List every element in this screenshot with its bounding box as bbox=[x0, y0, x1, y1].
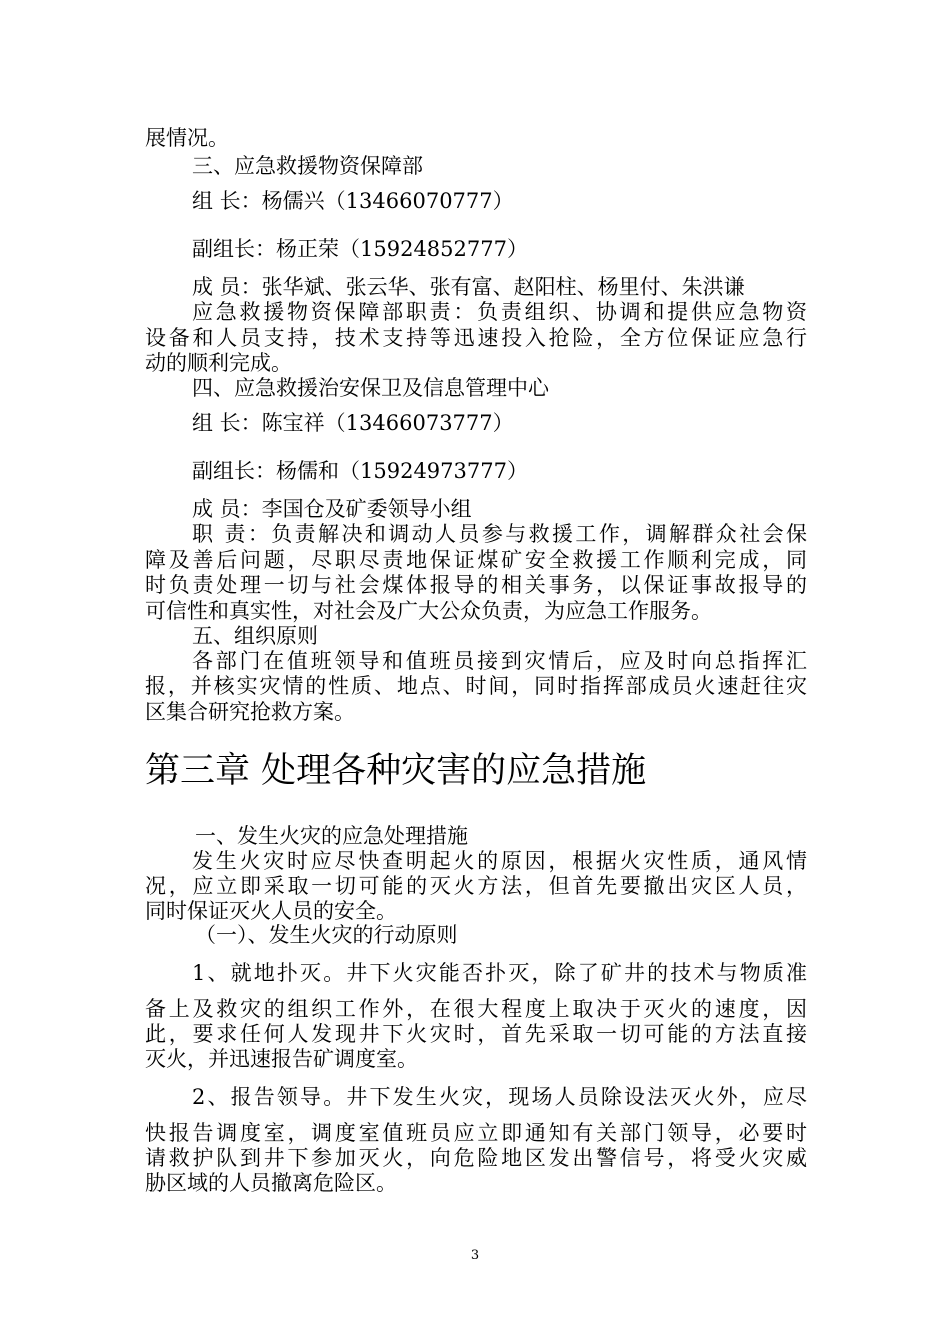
text-line: 副组长：杨儒和（15924973777） bbox=[192, 459, 528, 483]
text-line: 副组长：杨正荣（15924852777） bbox=[192, 237, 528, 261]
text-line: 组 长：陈宝祥（13466073777） bbox=[192, 411, 514, 435]
text-line: 胁区域的人员撤离危险区。 bbox=[145, 1171, 397, 1195]
text-line: 快报告调度室，调度室值班员应立即通知有关部门领导，必要时 bbox=[145, 1121, 807, 1145]
text-line: 2、报告领导。井下发生火灾，现场人员除设法灭火外，应尽 bbox=[192, 1085, 807, 1109]
text-line: 成 员：李国仓及矿委领导小组 bbox=[192, 497, 472, 521]
chapter-title: 第三章 处理各种灾害的应急措施 bbox=[145, 751, 647, 791]
section-heading: 四、应急救援治安保卫及信息管理中心 bbox=[192, 376, 549, 400]
text-line: 动的顺利完成。 bbox=[145, 351, 292, 375]
text-line: 成 员：张华斌、张云华、张有富、赵阳柱、杨里付、朱洪谦 bbox=[192, 275, 745, 299]
section-heading: 五、组织原则 bbox=[192, 624, 318, 648]
text-line: 设备和人员支持，技术支持等迅速投入抢险，全方位保证应急行 bbox=[145, 326, 807, 350]
text-line: 应急救援物资保障部职责：负责组织、协调和提供应急物资 bbox=[192, 300, 807, 324]
section-heading: 一、发生火灾的应急处理措施 bbox=[195, 824, 468, 848]
text-line: 可信性和真实性，对社会及广大公众负责，为应急工作服务。 bbox=[145, 599, 712, 623]
text-line: 组 长：杨儒兴（13466070777） bbox=[192, 189, 514, 213]
text-line: 况，应立即采取一切可能的灭火方法，但首先要撤出灾区人员， bbox=[145, 874, 807, 898]
text-line: 各部门在值班领导和值班员接到灾情后，应及时向总指挥汇 bbox=[192, 649, 807, 673]
text-line: 职 责：负责解决和调动人员参与救援工作，调解群众社会保 bbox=[192, 522, 807, 546]
text-line: 报，并核实灾情的性质、地点、时间，同时指挥部成员火速赶往灾 bbox=[145, 674, 807, 698]
text-line: 障及善后问题，尽职尽责地保证煤矿安全救援工作顺利完成，同 bbox=[145, 548, 807, 572]
text-line: 时负责处理一切与社会煤体报导的相关事务，以保证事故报导的 bbox=[145, 573, 807, 597]
text-line: 备上及救灾的组织工作外，在很大程度上取决于灭火的速度，因 bbox=[145, 997, 807, 1021]
text-line: 1、就地扑灭。井下火灾能否扑灭，除了矿井的技术与物质准 bbox=[192, 961, 807, 985]
text-line: 发生火灾时应尽快查明起火的原因，根据火灾性质，通风情 bbox=[192, 849, 807, 873]
text-line: 同时保证灭火人员的安全。 bbox=[145, 899, 397, 923]
section-heading: 三、应急救援物资保障部 bbox=[192, 154, 423, 178]
text-line: 灭火，并迅速报告矿调度室。 bbox=[145, 1047, 418, 1071]
text-line: 区集合研究抢救方案。 bbox=[145, 700, 355, 724]
text-line: 请救护队到井下参加灭火，向危险地区发出警信号，将受火灾威 bbox=[145, 1146, 807, 1170]
subsection-heading: （一）、发生火灾的行动原则 bbox=[195, 923, 458, 947]
page-number: 3 bbox=[470, 1248, 480, 1263]
text-line: 此，要求任何人发现井下火灾时，首先采取一切可能的方法直接 bbox=[145, 1022, 807, 1046]
text-line: 展情况。 bbox=[145, 126, 229, 150]
